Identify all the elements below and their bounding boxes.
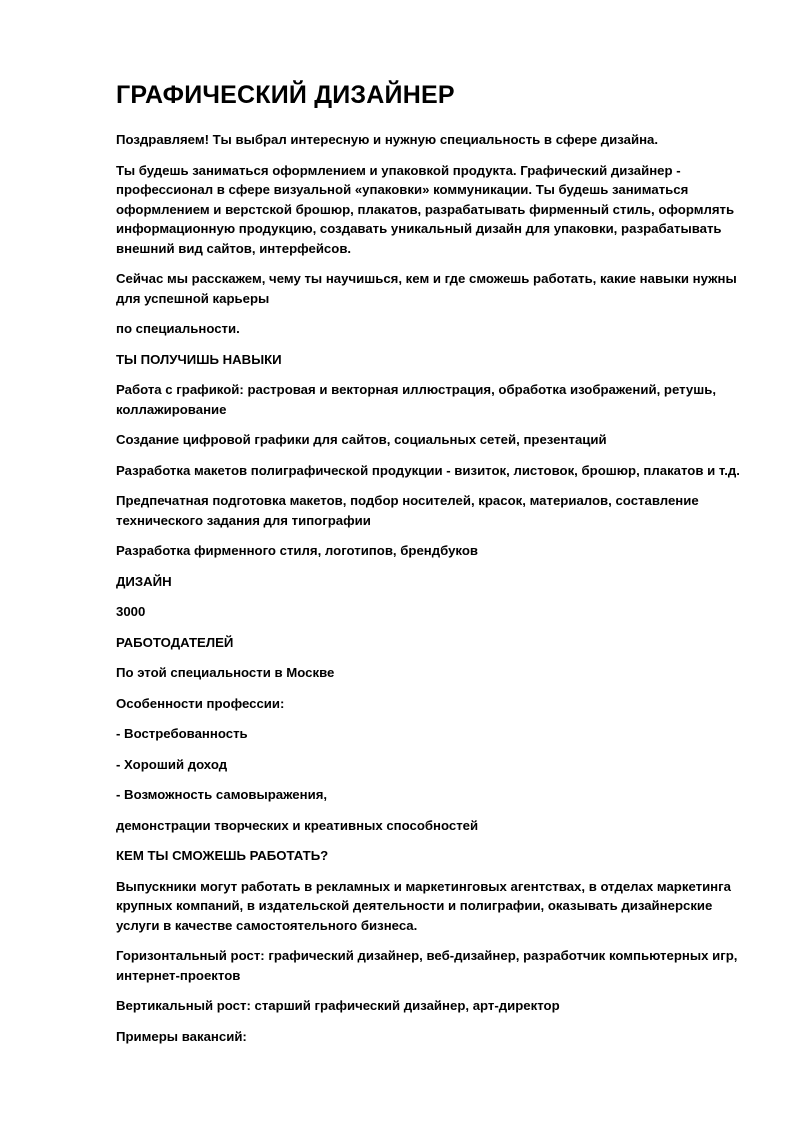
- label-employers: РАБОТОДАТЕЛЕЙ: [116, 634, 234, 650]
- paragraph-horizontal-growth: Горизонтальный рост: графический дизайнер, веб-дизайнер, разработчик компьютерных игр, интернет-проектов: [116, 948, 738, 983]
- document-page: [116, 78, 756, 1057]
- paragraph-overview: Сейчас мы расскажем, чему ты научишься, кем и где сможешь работать, какие навыки нужны для успешной карьеры: [116, 271, 737, 306]
- feature-item: - Хороший доход: [116, 756, 228, 772]
- feature-item: - Востребованность: [116, 726, 248, 741]
- skill-item: Создание цифровой графики для сайтов, социальных сетей, презентаций: [116, 432, 607, 447]
- paragraph-vertical-growth: Вертикальный рост: старший графический дизайнер, арт-директор: [116, 998, 560, 1013]
- label-design: ДИЗАЙН: [116, 573, 172, 589]
- employers-location: По этой специальности в Москве: [116, 665, 335, 680]
- skill-item: Разработка фирменного стиля, логотипов, брендбуков: [116, 543, 479, 558]
- paragraph-vacancies: Примеры вакансий:: [116, 1028, 247, 1044]
- skill-item: Работа с графикой: растровая и векторная иллюстрация, обработка изображений, ретушь, коллажирование: [116, 382, 716, 417]
- section-heading-features: Особенности профессии:: [116, 695, 285, 711]
- skill-item: Разработка макетов полиграфической продукции - визиток, листовок, брошюр, плакатов и т.д.: [116, 462, 740, 478]
- paragraph-careers: Выпускники могут работать в рекламных и маркетинговых агентствах, в отделах маркетинга крупных компаний, в издательской деятельности и полиграфии, оказывать дизайнерские услуги в качестве самостоятельного бизнеса.: [116, 878, 731, 933]
- skill-item: Предпечатная подготовка макетов, подбор носителей, красок, материалов, составление технического задания для типографии: [116, 493, 699, 528]
- paragraph-intro: Поздравляем! Ты выбрал интересную и нужную специальность в сфере дизайна.: [116, 132, 659, 147]
- section-heading-careers: КЕМ ТЫ СМОЖЕШЬ РАБОТАТЬ?: [116, 848, 329, 863]
- document-title: ГРАФИЧЕСКИЙ ДИЗАЙНЕР: [116, 81, 455, 109]
- section-heading-skills: ТЫ ПОЛУЧИШЬ НАВЫКИ: [116, 351, 282, 367]
- feature-item-continued: демонстрации творческих и креативных способностей: [116, 817, 479, 833]
- feature-item: - Возможность самовыражения,: [116, 787, 328, 802]
- paragraph-overview-continued: по специальности.: [116, 321, 240, 336]
- paragraph-description: Ты будешь заниматься оформлением и упаковкой продукта. Графический дизайнер - профессионал в сфере визуальной «упаковки» коммуникации. Ты будешь заниматься оформлением и верстской брошюр, плакатов, разрабатывать фирменный стиль, оформлять информационную продукцию, создавать уникальный дизайн для упаковки, разрабатывать внешний вид сайтов, интерфейсов.: [116, 162, 735, 256]
- employers-count: 3000: [116, 604, 146, 619]
